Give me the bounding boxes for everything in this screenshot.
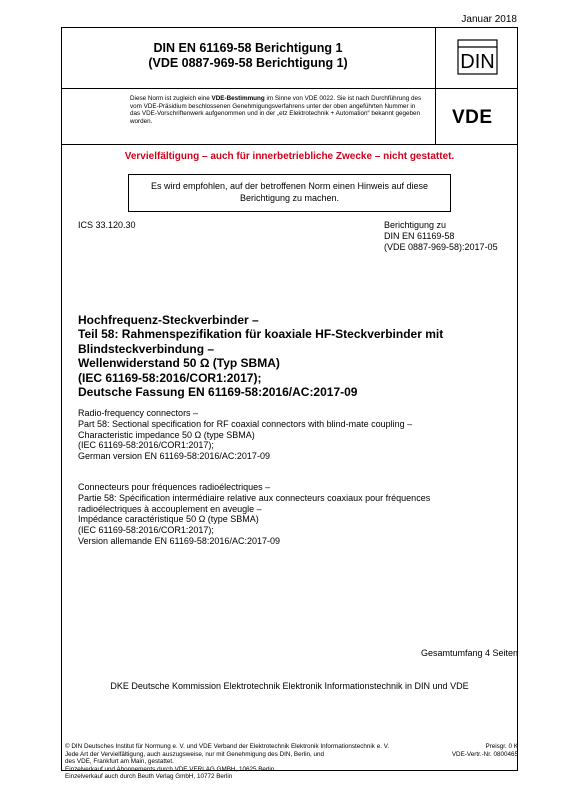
- title-fr-line: Partie 58: Spécification intermédiaire relative aux connecteurs coaxiaux pour fréquences: [78, 492, 431, 503]
- footer-right-line: Preisgr. 0 K: [485, 743, 518, 750]
- title-de-line: Deutsche Fassung EN 61169-58:2016/AC:2017-09: [78, 385, 358, 400]
- title-en-line: Characteristic impedance 50 Ω (type SBMA): [78, 429, 255, 440]
- title-en-line: Radio-frequency connectors –: [78, 408, 199, 418]
- footer-left-line: Jede Art der Vervielfältigung, auch auszugsweise, nur mit Genehmigung des DIN, Berlin, und: [65, 750, 325, 758]
- vde-logo: VDE: [452, 107, 493, 128]
- din-logo: [457, 39, 498, 75]
- correction-hint-box: Es wird empfohlen, auf der betroffenen Norm einen Hinweis auf diese Berichtigung zu machen.: [128, 174, 451, 212]
- title-en-line: Part 58: Sectional specification for RF coaxial connectors with blind-mate coupling –: [78, 418, 413, 429]
- total-pages: Gesamtumfang 4 Seiten: [420, 648, 518, 658]
- title-fr-line: Connecteurs pour fréquences radioélectriques –: [78, 482, 271, 492]
- title-fr-line: Version allemande EN 61169-58:2016/AC:2017-09: [78, 535, 280, 546]
- standard-title-line2: (VDE 0887-969-58 Berichtigung 1): [148, 56, 348, 70]
- title-de-line: Hochfrequenz-Steckverbinder –: [78, 313, 259, 327]
- din-logo-box: [436, 27, 518, 89]
- footer-left-line: Einzelverkauf auch durch Beuth Verlag GmbH, 10772 Berlin: [65, 773, 233, 781]
- din-logo-text: DIN: [460, 51, 495, 73]
- title-fr-line: Impédance caractéristique 50 Ω (type SBMA): [78, 514, 259, 525]
- standard-title-box: [61, 27, 436, 89]
- footer-right-line: VDE-Vertr.-Nr. 0800465: [451, 750, 518, 758]
- title-german: [78, 313, 518, 399]
- copy-warning: Vervielfältigung – auch für innerbetriebliche Zwecke – nicht gestattet.: [124, 151, 455, 162]
- title-de-line: Teil 58: Rahmenspezifikation für koaxiale HF-Steckverbinder mit: [78, 327, 444, 342]
- correction-reference: [384, 220, 498, 253]
- title-de-line: Wellenwiderstand 50 Ω (Typ SBMA): [78, 356, 280, 371]
- footer-copyright: [65, 743, 389, 781]
- correction-line2: DIN EN 61169-58: [384, 231, 455, 241]
- correction-line1: Berichtigung zu: [384, 220, 447, 230]
- title-en-line: (IEC 61169-58:2016/COR1:2017);: [78, 440, 214, 451]
- title-de-line: (IEC 61169-58:2016/COR1:2017);: [78, 370, 262, 385]
- footer-left-line: des VDE, Frankfurt am Main, gestattet.: [65, 758, 174, 766]
- standard-title-line1: DIN EN 61169-58 Berichtigung 1: [153, 41, 343, 55]
- vde-notice-part1: Diese Norm ist zugleich eine: [130, 95, 212, 102]
- vde-notice-box: [61, 89, 436, 145]
- vde-notice-part2: im Sinne von VDE 0022. Sie ist nach Durchführung des vom VDE-Präsidium beschlossenen Genehmigungsverfahrens unter der oben angeführten Nummer in das VDE-Vorschriftenwerk aufgenommen und in der „etz Elektrotechnik + Automation“ bekannt gegeben worden.: [130, 95, 422, 125]
- footer-left-line: © DIN Deutsches Institut für Normung e. V. und VDE Verband der Elektrotechnik Elektronik Informationstechnik e. V.: [65, 743, 390, 750]
- title-de-line: Blindsteckverbindung –: [78, 341, 215, 356]
- title-french: [78, 482, 518, 547]
- footer-left-line: Einzelverkauf und Abonnements durch VDE VERLAG GMBH, 10625 Berlin: [65, 765, 275, 773]
- correction-line3: (VDE 0887-969-58):2017-05: [384, 242, 498, 252]
- vde-logo-box: [436, 89, 518, 145]
- title-fr-line: (IEC 61169-58:2016/COR1:2017);: [78, 525, 214, 536]
- footer-price: [452, 743, 518, 758]
- dke-line: DKE Deutsche Kommission Elektrotechnik Elektronik Informationstechnik in DIN und VDE: [110, 681, 469, 691]
- ics-code: ICS 33.120.30: [78, 220, 136, 230]
- title-en-line: German version EN 61169-58:2016/AC:2017-09: [78, 451, 270, 462]
- issue-date: Januar 2018: [461, 14, 517, 25]
- vde-notice-bold: VDE-Bestimmung: [211, 95, 265, 102]
- title-fr-line: radioélectriques à accouplement en aveugle –: [78, 503, 262, 514]
- title-english: [78, 408, 518, 462]
